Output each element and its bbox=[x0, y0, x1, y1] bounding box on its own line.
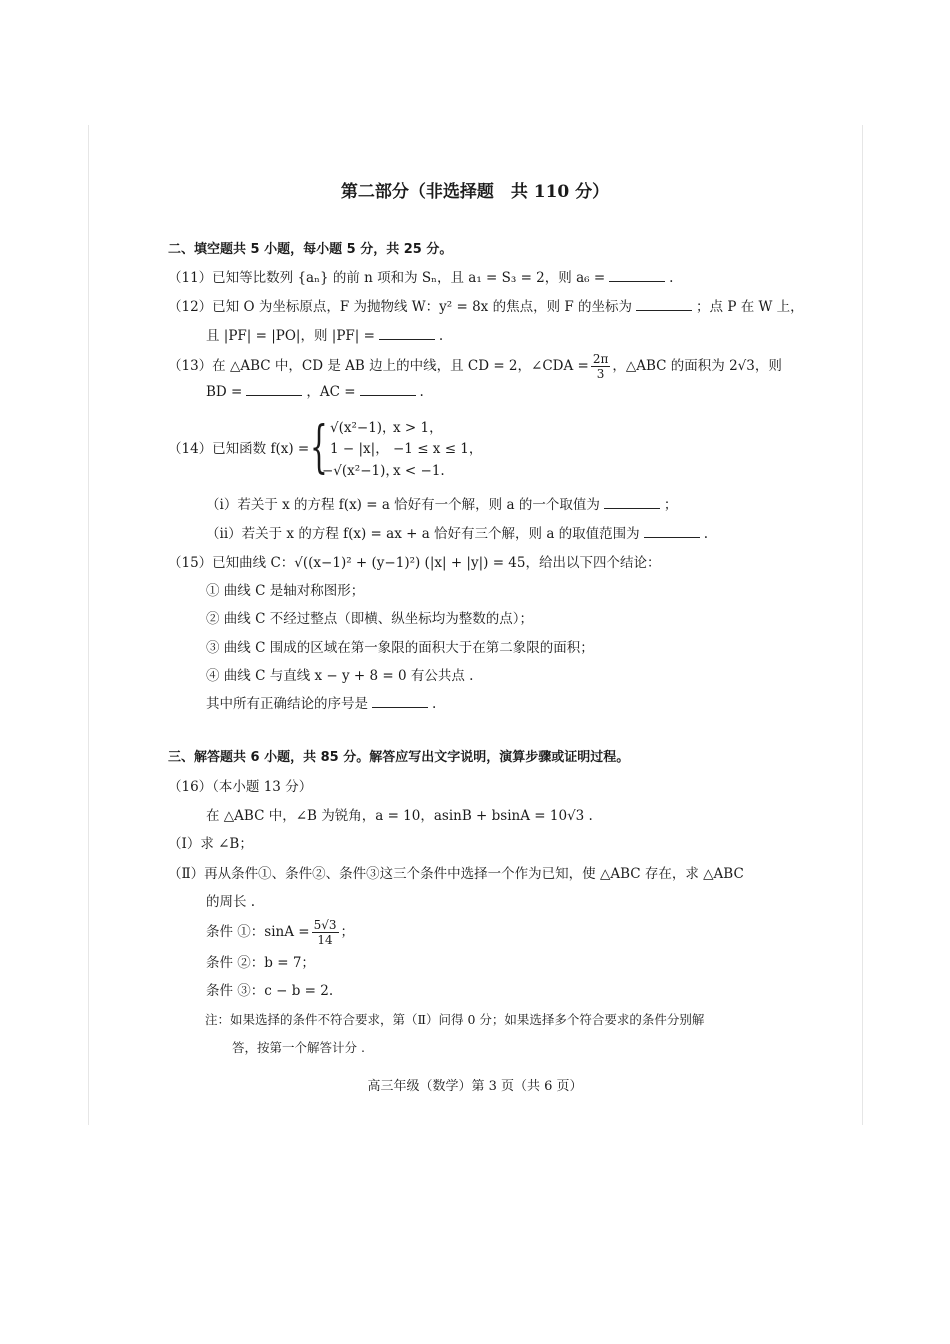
q11-text: （11）已知等比数列 {aₙ} 的前 n 项和为 Sₙ，且 a₁ = S₃ = 2，则 a₆ = bbox=[168, 270, 606, 286]
q12-text-mid: ；点 P 在 W 上， bbox=[696, 299, 804, 315]
question-15-ask bbox=[206, 695, 436, 713]
question-14: （14）已知函数 f(x) = bbox=[168, 441, 310, 457]
question-14-part-ii bbox=[206, 525, 708, 543]
answer-blank bbox=[360, 383, 416, 396]
q12-end: . bbox=[438, 328, 444, 344]
question-16-part-2-cont: 的周长 . bbox=[206, 894, 256, 910]
case-expr: √(x²−1)， bbox=[330, 420, 396, 436]
conclusion-item: ③ 曲线 C 围成的区域在第一象限的面积大于在第二象限的面积； bbox=[206, 640, 594, 656]
q14-ii-end: . bbox=[703, 526, 708, 542]
q15-end: . bbox=[432, 696, 437, 712]
conclusion-item: ① 曲线 C 是轴对称图形； bbox=[206, 583, 365, 599]
answer-blank bbox=[604, 496, 660, 509]
q13-text-post: ，△ABC 的面积为 2√3，则 bbox=[612, 358, 782, 374]
piecewise-brace: { bbox=[310, 415, 328, 480]
condition-3: 条件 ③：c − b = 2. bbox=[206, 983, 334, 999]
page-title: 第二部分（非选择题 共 110 分） bbox=[340, 182, 610, 202]
fraction-denominator: 14 bbox=[317, 933, 333, 947]
answer-blank bbox=[246, 383, 302, 396]
conclusion-item: ④ 曲线 C 与直线 x − y + 8 = 0 有公共点 . bbox=[206, 668, 474, 684]
question-12 bbox=[168, 298, 804, 316]
q15-ask-text: 其中所有正确结论的序号是 bbox=[206, 696, 368, 712]
condition-1 bbox=[206, 918, 354, 947]
section-3-heading: 三、解答题共 6 小题，共 85 分。解答应写出文字说明，演算步骤或证明过程。 bbox=[168, 750, 630, 765]
condition-1-text: 条件 ①：sinA = bbox=[206, 924, 310, 940]
q14-ii-text: （ii）若关于 x 的方程 f(x) = ax + a 恰好有三个解，则 a 的取值范围为 bbox=[206, 526, 640, 542]
q13-ac: ，AC = bbox=[306, 384, 356, 400]
question-16-stem: 在 △ABC 中，∠B 为锐角，a = 10，asinB + bsinA = 10√3 . bbox=[206, 808, 593, 824]
note-line-2: 答，按第一个解答计分 . bbox=[232, 1040, 365, 1055]
answer-blank bbox=[609, 269, 665, 282]
section-2-heading: 二、填空题共 5 小题，每小题 5 分，共 25 分。 bbox=[168, 242, 453, 257]
answer-blank bbox=[372, 695, 428, 708]
q13-end: . bbox=[419, 384, 424, 400]
question-13-line2 bbox=[206, 383, 424, 401]
case-cond: x < −1. bbox=[393, 463, 445, 479]
fraction bbox=[591, 352, 611, 381]
q13-text: （13）在 △ABC 中，CD 是 AB 边上的中线，且 CD = 2，∠CDA = bbox=[168, 358, 589, 374]
fraction-numerator: 5√3 bbox=[313, 918, 337, 932]
q14-i-text: （i）若关于 x 的方程 f(x) = a 恰好有一个解，则 a 的一个取值为 bbox=[206, 497, 600, 513]
case-expr: −√(x²−1)， bbox=[322, 463, 399, 479]
fraction-denominator: 3 bbox=[596, 367, 605, 381]
note-line-1: 注：如果选择的条件不符合要求，第（Ⅱ）问得 0 分；如果选择多个符合要求的条件分别解 bbox=[205, 1012, 705, 1027]
q12-line2-text: 且 |PF| = |PO|，则 |PF| = bbox=[206, 328, 375, 344]
fraction bbox=[312, 918, 339, 947]
answer-blank bbox=[379, 327, 435, 340]
case-cond: x > 1， bbox=[393, 420, 443, 436]
condition-1-end: ； bbox=[340, 924, 355, 940]
answer-blank bbox=[644, 525, 700, 538]
question-16-part-2: （Ⅱ）再从条件①、条件②、条件③这三个条件中选择一个作为已知，使 △ABC 存在，求 △ABC bbox=[168, 866, 744, 882]
question-16-label: （16）（本小题 13 分） bbox=[168, 779, 313, 795]
page-edge-left bbox=[88, 125, 89, 1125]
case-expr: 1 − |x|， bbox=[330, 441, 389, 457]
case-cond: −1 ≤ x ≤ 1， bbox=[393, 441, 483, 457]
question-13 bbox=[168, 352, 782, 381]
question-11 bbox=[168, 269, 673, 287]
condition-2: 条件 ②：b = 7； bbox=[206, 955, 315, 971]
answer-blank bbox=[636, 298, 692, 311]
q12-text: （12）已知 O 为坐标原点，F 为抛物线 W：y² = 8x 的焦点，则 F 的坐标为 bbox=[168, 299, 633, 315]
question-14-part-i bbox=[206, 496, 677, 514]
fraction-numerator: 2π bbox=[592, 352, 609, 366]
q11-end: . bbox=[669, 270, 674, 286]
conclusion-item: ② 曲线 C 不经过整点（即横、纵坐标均为整数的点）； bbox=[206, 611, 533, 627]
question-12-line2 bbox=[206, 327, 443, 345]
question-15: （15）已知曲线 C：√((x−1)² + (y−1)²) (|x| + |y|) = 45，给出以下四个结论： bbox=[168, 555, 661, 571]
page-edge-right bbox=[862, 125, 863, 1125]
q13-bd: BD = bbox=[206, 384, 243, 400]
question-16-part-1: （Ⅰ）求 ∠B； bbox=[168, 836, 253, 852]
page-footer: 高三年级（数学）第 3 页（共 6 页） bbox=[367, 1079, 583, 1094]
q14-i-end: ； bbox=[663, 497, 678, 513]
